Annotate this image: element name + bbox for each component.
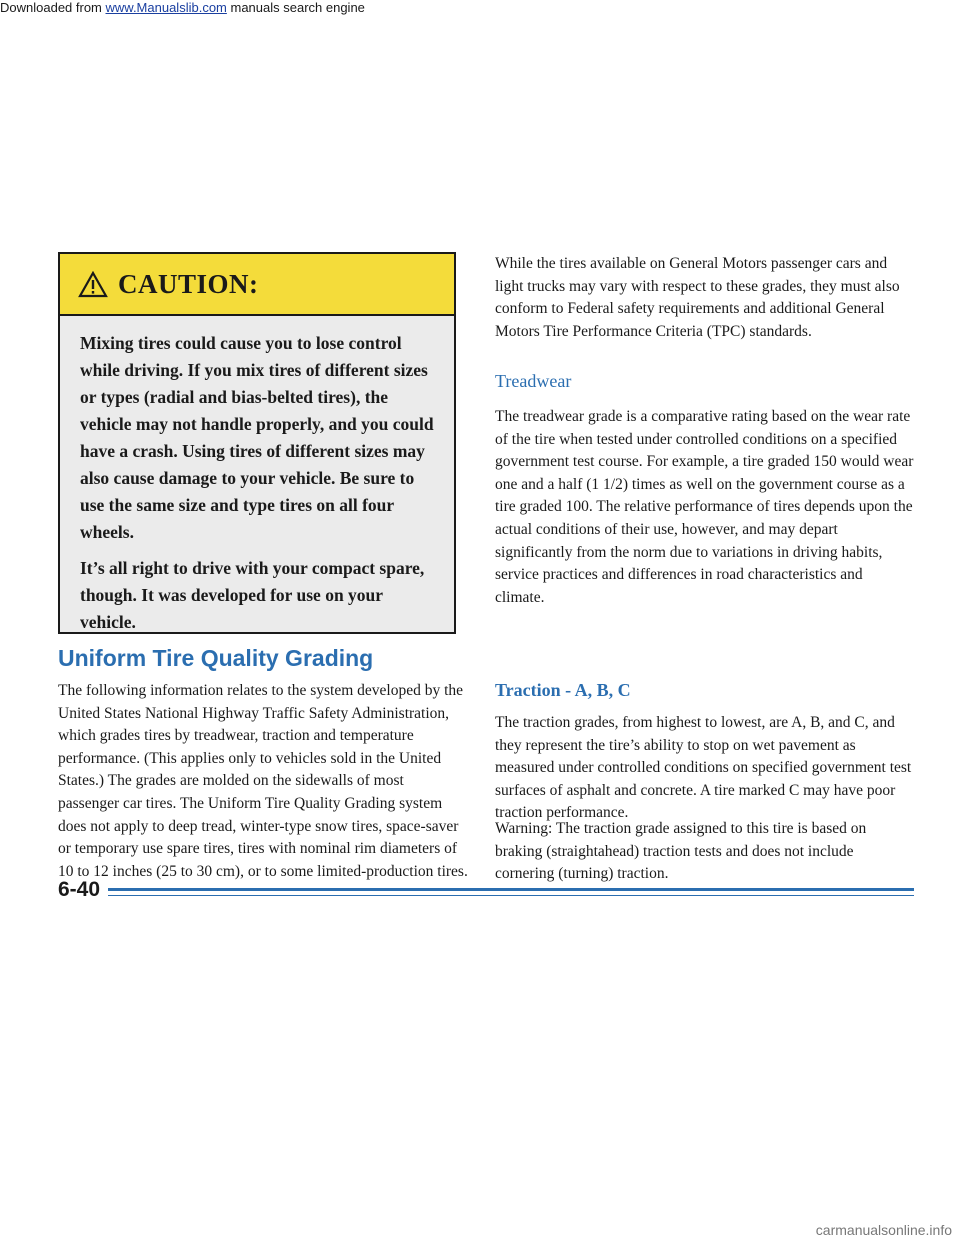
warning-triangle-icon [78, 271, 108, 298]
caution-title: CAUTION: [118, 268, 259, 299]
section-title: Uniform Tire Quality Grading [58, 645, 374, 671]
manualslib-link[interactable]: www.Manualslib.com [105, 0, 227, 15]
page-number: 6-40 [58, 878, 101, 901]
caution-paragraph: Mixing tires could cause you to lose control while driving. If you mix tires of different sizes or types (radial and bias-belted tires), the vehicle may not handle properly, and you could have a crash. Using tires of different sizes may also cause damage to your vehicle. Be sure to use the same size and type tires on all four wheels. [80, 333, 434, 542]
treadwear-heading: Treadwear [495, 371, 572, 391]
caution-box [58, 252, 456, 634]
uniform-grading-text: The following information relates to the system developed by the United States National Highway Traffic Safety Administration, which grades tires by treadwear, traction and temperature performance. (This applies only to vehicles sold in the United States.) The grades are molded on the sidewalls of most passenger car tires. The Uniform Tire Quality Grading system does not apply to deep tread, winter-type snow tires, space-saver or temporary use spare tires, tires with nominal rim diameters of 10 to 12 inches (25 to 30 cm), or to some limited-production tires. [58, 682, 468, 880]
banner-suffix: manuals search engine [226, 0, 365, 15]
footer-rule-thin [108, 895, 914, 896]
traction-text: The traction grades, from highest to lowest, are A, B, and C, and they represent the tire’s ability to stop on wet pavement as measured under controlled conditions on specified government test surfaces of asphalt and concrete. A tire marked C may have poor traction performance. [495, 714, 912, 822]
watermark-banner: carmanualsonline.info [815, 1222, 952, 1238]
traction-heading: Traction - A, B, C [495, 680, 631, 700]
caution-body [60, 316, 454, 636]
caution-paragraph: It’s all right to drive with your compact spare, though. It was developed for use on your vehicle. [80, 558, 425, 632]
page-footer [58, 878, 914, 902]
download-banner [0, 0, 365, 15]
intro-paragraph: While the tires available on General Motors passenger cars and light trucks may vary with respect to these grades, they must also conform to Federal safety requirements and additional General Motors Tire Performance Criteria (TPC) standards. [495, 255, 900, 340]
treadwear-text: The treadwear grade is a comparative rating based on the wear rate of the tire when tested under controlled conditions on a specified government test course. For example, a tire graded 150 would wear one and a half (1 1/2) times as well on the government course as a tire graded 100. The relative performance of tires depends upon the actual conditions of their use, however, and may depart significantly from the norm due to variations in driving habits, service practices and differences in road characteristics and climate. [495, 408, 914, 606]
traction-warning-text: Warning: The traction grade assigned to this tire is based on braking (straightahead) traction tests and does not include cornering (turning) traction. [495, 820, 867, 883]
banner-prefix: Downloaded from [0, 0, 106, 15]
footer-rule-thick [108, 888, 914, 891]
caution-header [60, 254, 454, 316]
